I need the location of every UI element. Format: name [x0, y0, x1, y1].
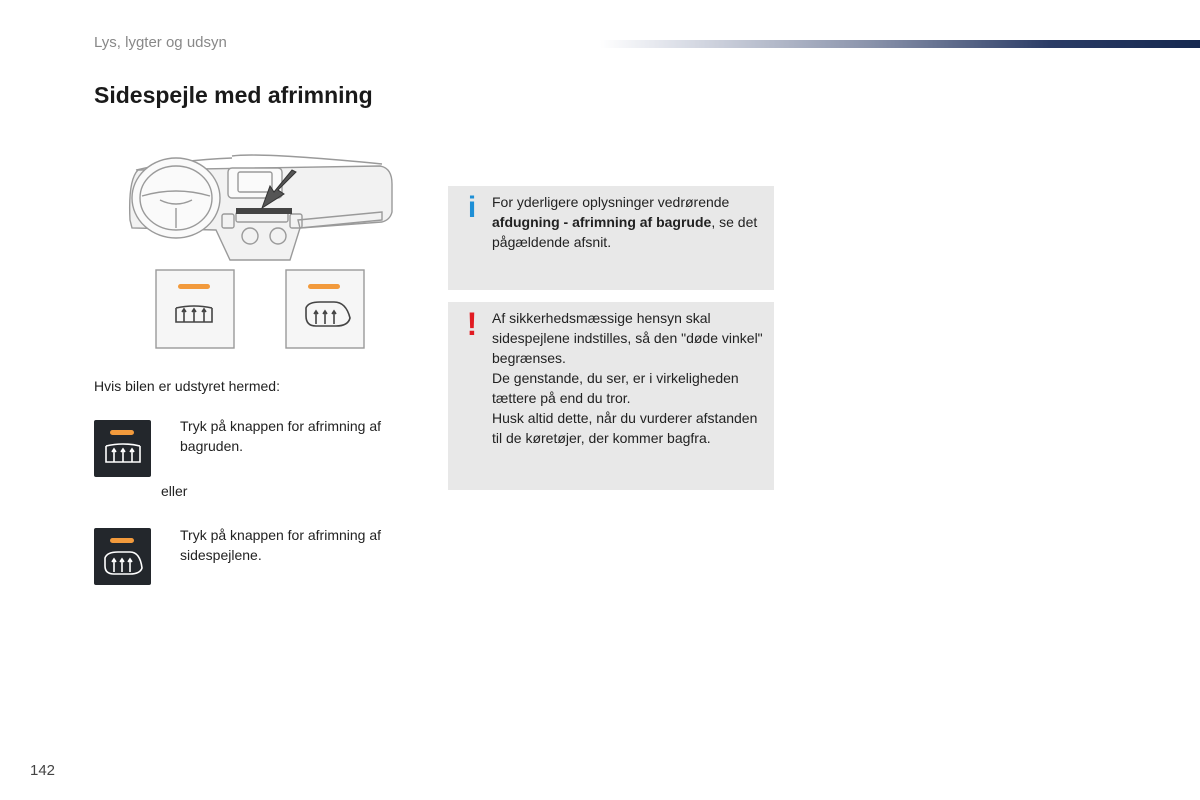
step-mirror-defrost [165, 525, 405, 565]
mirror-defrost-icon [94, 528, 151, 585]
section-header: Lys, lygter og udsyn [94, 34, 227, 51]
info-note [448, 186, 774, 290]
or-text: eller [161, 483, 188, 499]
info-note-bold: afdugning - afrimning af bagrude [492, 214, 712, 230]
info-note-text-end: , se det pågældende afsnit. [492, 214, 758, 250]
dashboard-illustration [120, 150, 400, 355]
warning-line: Af sikkerhedsmæssige hensyn skal sidespejlene indstilles, så den "døde vinkel" begrænses. [492, 310, 763, 366]
warning-note [448, 302, 774, 490]
rear-window-defrost-icon [94, 420, 151, 477]
header-decoration-bar [600, 40, 1200, 48]
warning-line: De genstande, du ser, er i virkeligheden tættere på end du tror. [492, 370, 739, 406]
step-label: Tryk på knappen for afrimning af bagruden. [180, 418, 382, 454]
info-icon: i [467, 191, 477, 224]
warning-line: Husk altid dette, når du vurderer afstanden til de køretøjer, der kommer bagfra. [492, 410, 758, 446]
step-rear-defrost [165, 416, 405, 456]
dashboard-drawing [120, 150, 400, 350]
page-number: 142 [30, 762, 56, 779]
info-note-text: For yderligere oplysninger vedrørende [492, 194, 730, 210]
step-label: Tryk på knappen for afrimning af sidespejlene. [180, 527, 382, 563]
page-title: Sidespejle med afrimning [94, 82, 373, 108]
intro-text: Hvis bilen er udstyret hermed: [94, 378, 280, 394]
warning-icon: ! [466, 306, 478, 342]
